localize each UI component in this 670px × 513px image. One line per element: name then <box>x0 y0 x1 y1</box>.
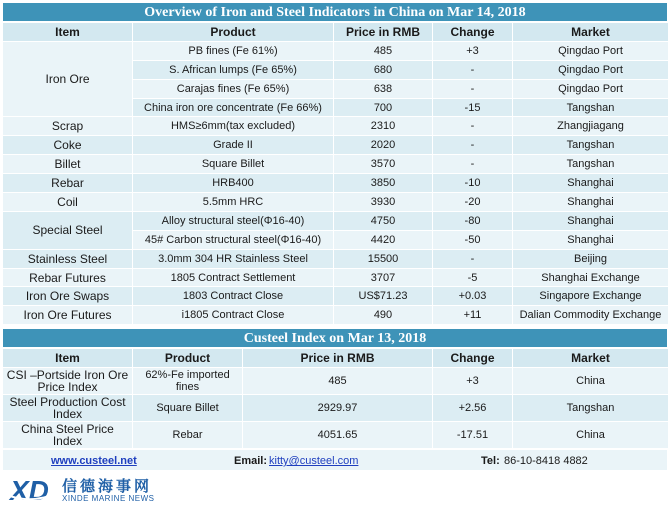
item-cell: Rebar <box>3 174 133 193</box>
header-product: Product <box>133 349 243 368</box>
market-cell: Qingdao Port <box>513 60 669 79</box>
header-price: Price in RMB <box>334 23 433 42</box>
item-cell: Iron Ore Swaps <box>3 287 133 306</box>
change-cell: - <box>433 249 513 268</box>
item-iron-ore: Iron Ore <box>3 41 133 117</box>
header-product: Product <box>133 23 334 42</box>
price-cell: 4051.65 <box>243 422 433 449</box>
table-row-rebar <box>3 174 669 193</box>
product-cell: Grade II <box>133 136 334 155</box>
table-row <box>3 368 669 395</box>
price-cell: 2929.97 <box>243 395 433 422</box>
product-cell: Square Billet <box>133 155 334 174</box>
market-cell: China <box>513 368 669 395</box>
price-cell: 4750 <box>334 211 433 230</box>
price-cell: 4420 <box>334 230 433 249</box>
table1-title: Overview of Iron and Steel Indicators in China on Mar 14, 2018 <box>2 2 668 22</box>
product-cell: HRB400 <box>133 174 334 193</box>
header-item: Item <box>3 23 133 42</box>
table-row-rebar-futures <box>3 268 669 287</box>
table-row-scrap <box>3 117 669 136</box>
iron-steel-indicators-table <box>2 22 669 325</box>
market-cell: Qingdao Port <box>513 79 669 98</box>
market-cell: Zhangjiagang <box>513 117 669 136</box>
market-cell: China <box>513 422 669 449</box>
change-cell: - <box>433 60 513 79</box>
change-cell: -15 <box>433 98 513 117</box>
email-link[interactable]: kitty@custeel.com <box>269 455 359 468</box>
product-cell: HMS≥6mm(tax excluded) <box>133 117 334 136</box>
change-cell: +3 <box>433 41 513 60</box>
change-cell: -50 <box>433 230 513 249</box>
market-cell: Shanghai <box>513 174 669 193</box>
table-row-ore-futures <box>3 306 669 325</box>
product-cell: Carajas fines (Fe 65%) <box>133 79 334 98</box>
price-cell: 2310 <box>334 117 433 136</box>
header-change: Change <box>433 349 513 368</box>
change-cell: +3 <box>433 368 513 395</box>
change-cell: -20 <box>433 193 513 212</box>
item-cell: Coke <box>3 136 133 155</box>
table-row <box>3 41 669 60</box>
table1-header-row <box>3 23 669 42</box>
product-cell: China iron ore concentrate (Fe 66%) <box>133 98 334 117</box>
market-cell: Shanghai <box>513 230 669 249</box>
price-cell: 3707 <box>334 268 433 287</box>
price-cell: 3570 <box>334 155 433 174</box>
contact-footer <box>2 449 668 471</box>
product-cell: 1805 Contract Settlement <box>133 268 334 287</box>
market-cell: Beijing <box>513 249 669 268</box>
change-cell: -80 <box>433 211 513 230</box>
item-cell: Iron Ore Futures <box>3 306 133 325</box>
header-market: Market <box>513 349 669 368</box>
table-row-ore-swaps <box>3 287 669 306</box>
change-cell: -5 <box>433 268 513 287</box>
market-cell: Tangshan <box>513 155 669 174</box>
market-cell: Shanghai Exchange <box>513 268 669 287</box>
table-row-billet <box>3 155 669 174</box>
product-cell: 62%-Fe imported fines <box>133 368 243 395</box>
price-cell: 485 <box>334 41 433 60</box>
market-cell: Tangshan <box>513 395 669 422</box>
market-cell: Qingdao Port <box>513 41 669 60</box>
header-market: Market <box>513 23 669 42</box>
price-cell: 485 <box>243 368 433 395</box>
price-cell: 15500 <box>334 249 433 268</box>
item-cell: Scrap <box>3 117 133 136</box>
table-row-coil <box>3 193 669 212</box>
market-cell: Shanghai <box>513 193 669 212</box>
change-cell: - <box>433 136 513 155</box>
product-cell: S. African lumps (Fe 65%) <box>133 60 334 79</box>
header-price: Price in RMB <box>243 349 433 368</box>
change-cell: -17.51 <box>433 422 513 449</box>
market-cell: Dalian Commodity Exchange <box>513 306 669 325</box>
price-cell: 2020 <box>334 136 433 155</box>
tel-number: 86-10-8418 4882 <box>504 455 588 468</box>
item-special-steel: Special Steel <box>3 211 133 249</box>
product-cell: PB fines (Fe 61%) <box>133 41 334 60</box>
price-cell: 700 <box>334 98 433 117</box>
table-row-coke <box>3 136 669 155</box>
item-cell: Billet <box>3 155 133 174</box>
custeel-index-table <box>2 348 669 449</box>
table2-header-row <box>3 349 669 368</box>
change-cell: - <box>433 155 513 174</box>
website-link[interactable]: www.custeel.net <box>51 455 137 468</box>
logo-text-chinese: 信德海事网 <box>62 478 153 495</box>
market-cell: Tangshan <box>513 98 669 117</box>
table-row <box>3 395 669 422</box>
change-cell: +0.03 <box>433 287 513 306</box>
item-cell: Coil <box>3 193 133 212</box>
table-row <box>3 211 669 230</box>
item-cell: Rebar Futures <box>3 268 133 287</box>
price-cell: 3850 <box>334 174 433 193</box>
change-cell: +11 <box>433 306 513 325</box>
svg-text:XD: XD <box>10 475 49 506</box>
change-cell: - <box>433 117 513 136</box>
market-cell: Tangshan <box>513 136 669 155</box>
item-cell: CSI –Portside Iron Ore Price Index <box>3 368 133 395</box>
tel-label: Tel: <box>481 455 500 468</box>
header-change: Change <box>433 23 513 42</box>
market-cell: Shanghai <box>513 211 669 230</box>
header-item: Item <box>3 349 133 368</box>
price-cell: 638 <box>334 79 433 98</box>
table-row-stainless <box>3 249 669 268</box>
item-cell: Stainless Steel <box>3 249 133 268</box>
logo-text-english: XINDE MARINE NEWS <box>62 494 155 503</box>
change-cell: - <box>433 79 513 98</box>
product-cell: Rebar <box>133 422 243 449</box>
report-frame <box>2 2 668 471</box>
price-cell: US$71.23 <box>334 287 433 306</box>
item-cell: Steel Production Cost Index <box>3 395 133 422</box>
table-row <box>3 422 669 449</box>
price-cell: 680 <box>334 60 433 79</box>
change-cell: +2.56 <box>433 395 513 422</box>
price-cell: 490 <box>334 306 433 325</box>
item-cell: China Steel Price Index <box>3 422 133 449</box>
product-cell: i1805 Contract Close <box>133 306 334 325</box>
market-cell: Singapore Exchange <box>513 287 669 306</box>
price-cell: 3930 <box>334 193 433 212</box>
email-label: Email: <box>234 455 268 468</box>
change-cell: -10 <box>433 174 513 193</box>
product-cell: Square Billet <box>133 395 243 422</box>
product-cell: 3.0mm 304 HR Stainless Steel <box>133 249 334 268</box>
product-cell: 1803 Contract Close <box>133 287 334 306</box>
product-cell: 5.5mm HRC <box>133 193 334 212</box>
product-cell: 45# Carbon structural steel(Φ16-40) <box>133 230 334 249</box>
table2-title: Custeel Index on Mar 13, 2018 <box>2 328 668 348</box>
product-cell: Alloy structural steel(Φ16-40) <box>133 211 334 230</box>
